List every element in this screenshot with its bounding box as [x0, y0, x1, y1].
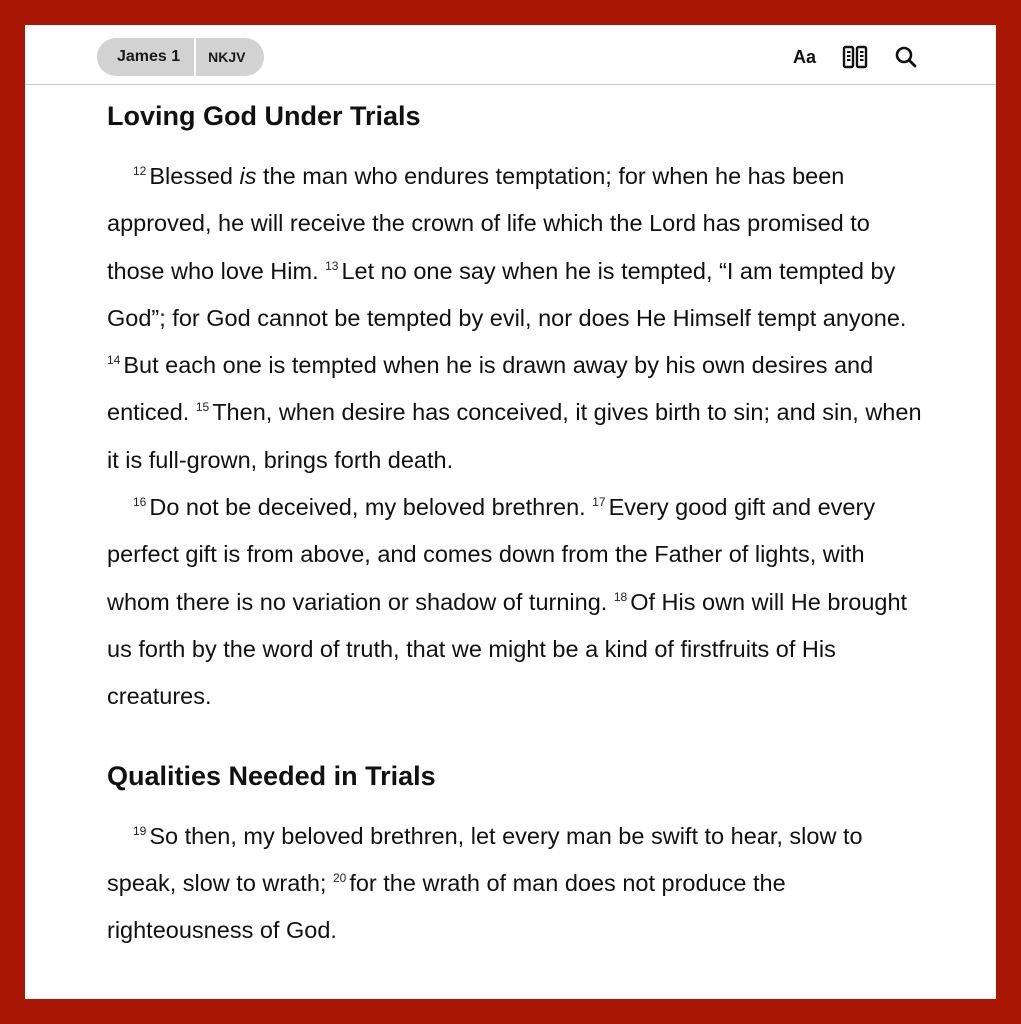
- verse-text[interactable]: the man who endures temptation; for when he has been approved, he will receive the crown of life which the Lord has promised to those who love Him.: [107, 163, 870, 284]
- verse-number[interactable]: 13: [325, 258, 339, 273]
- verse-text[interactable]: So then, my beloved brethren, let every man be swift to hear, slow to speak, slow to wrath;: [107, 822, 863, 896]
- search-icon[interactable]: [894, 43, 918, 71]
- top-toolbar: [25, 25, 996, 85]
- search-icon-glyph: [894, 45, 918, 69]
- verse-number[interactable]: 16: [133, 495, 147, 510]
- verse-text[interactable]: Let no one say when he is tempted, “I am tempted by God”; for God cannot be tempted by evil, nor does He Himself tempt anyone.: [107, 257, 907, 331]
- font-size-icon[interactable]: Aa: [792, 46, 816, 67]
- verse-number[interactable]: 17: [592, 495, 606, 510]
- verse-number[interactable]: 14: [107, 353, 121, 368]
- verse-paragraph: [107, 153, 922, 484]
- verse-text[interactable]: for the wrath of man does not produce the righteousness of God.: [107, 869, 786, 944]
- toolbar-actions: [793, 43, 918, 71]
- verse-paragraph: [107, 484, 922, 720]
- chapter-content: [107, 95, 922, 954]
- section-heading: Qualities Needed in Trials: [107, 760, 436, 791]
- section-heading: Loving God Under Trials: [107, 101, 421, 131]
- verse-number[interactable]: 15: [195, 400, 210, 415]
- verse-number[interactable]: 18: [613, 589, 628, 604]
- passage-selector: [97, 38, 264, 76]
- verse-text[interactable]: Of His own will He brought us forth by the word of truth, that we might be a kind of firstfruits of His creatures.: [107, 588, 908, 710]
- verse-text[interactable]: Blessed: [149, 163, 240, 189]
- reader-screen: [25, 25, 996, 999]
- parallel-bible-icon[interactable]: [842, 43, 868, 71]
- verse-text[interactable]: Do not be deceived, my beloved brethren.: [149, 494, 593, 521]
- parallel-bible-icon-glyph: [842, 45, 868, 69]
- verse-number[interactable]: 12: [133, 164, 147, 178]
- verse-number[interactable]: 20: [332, 870, 347, 885]
- verse-text[interactable]: But each one is tempted when he is drawn away by his own desires and enticed.: [107, 352, 874, 426]
- verse-text-italic[interactable]: is: [239, 163, 257, 189]
- book-chapter-button[interactable]: James 1: [117, 48, 181, 65]
- verse-text[interactable]: Then, when desire has conceived, it gives birth to sin; and sin, when it is full-grown, brings forth death.: [107, 399, 922, 473]
- verse-number[interactable]: 19: [133, 823, 147, 838]
- version-button[interactable]: NKJV: [208, 49, 246, 65]
- verse-text[interactable]: Every good gift and every perfect gift is from above, and comes down from the Father of lights, with whom there is no variation or shadow of turning.: [107, 494, 876, 615]
- verse-paragraph: [107, 813, 922, 955]
